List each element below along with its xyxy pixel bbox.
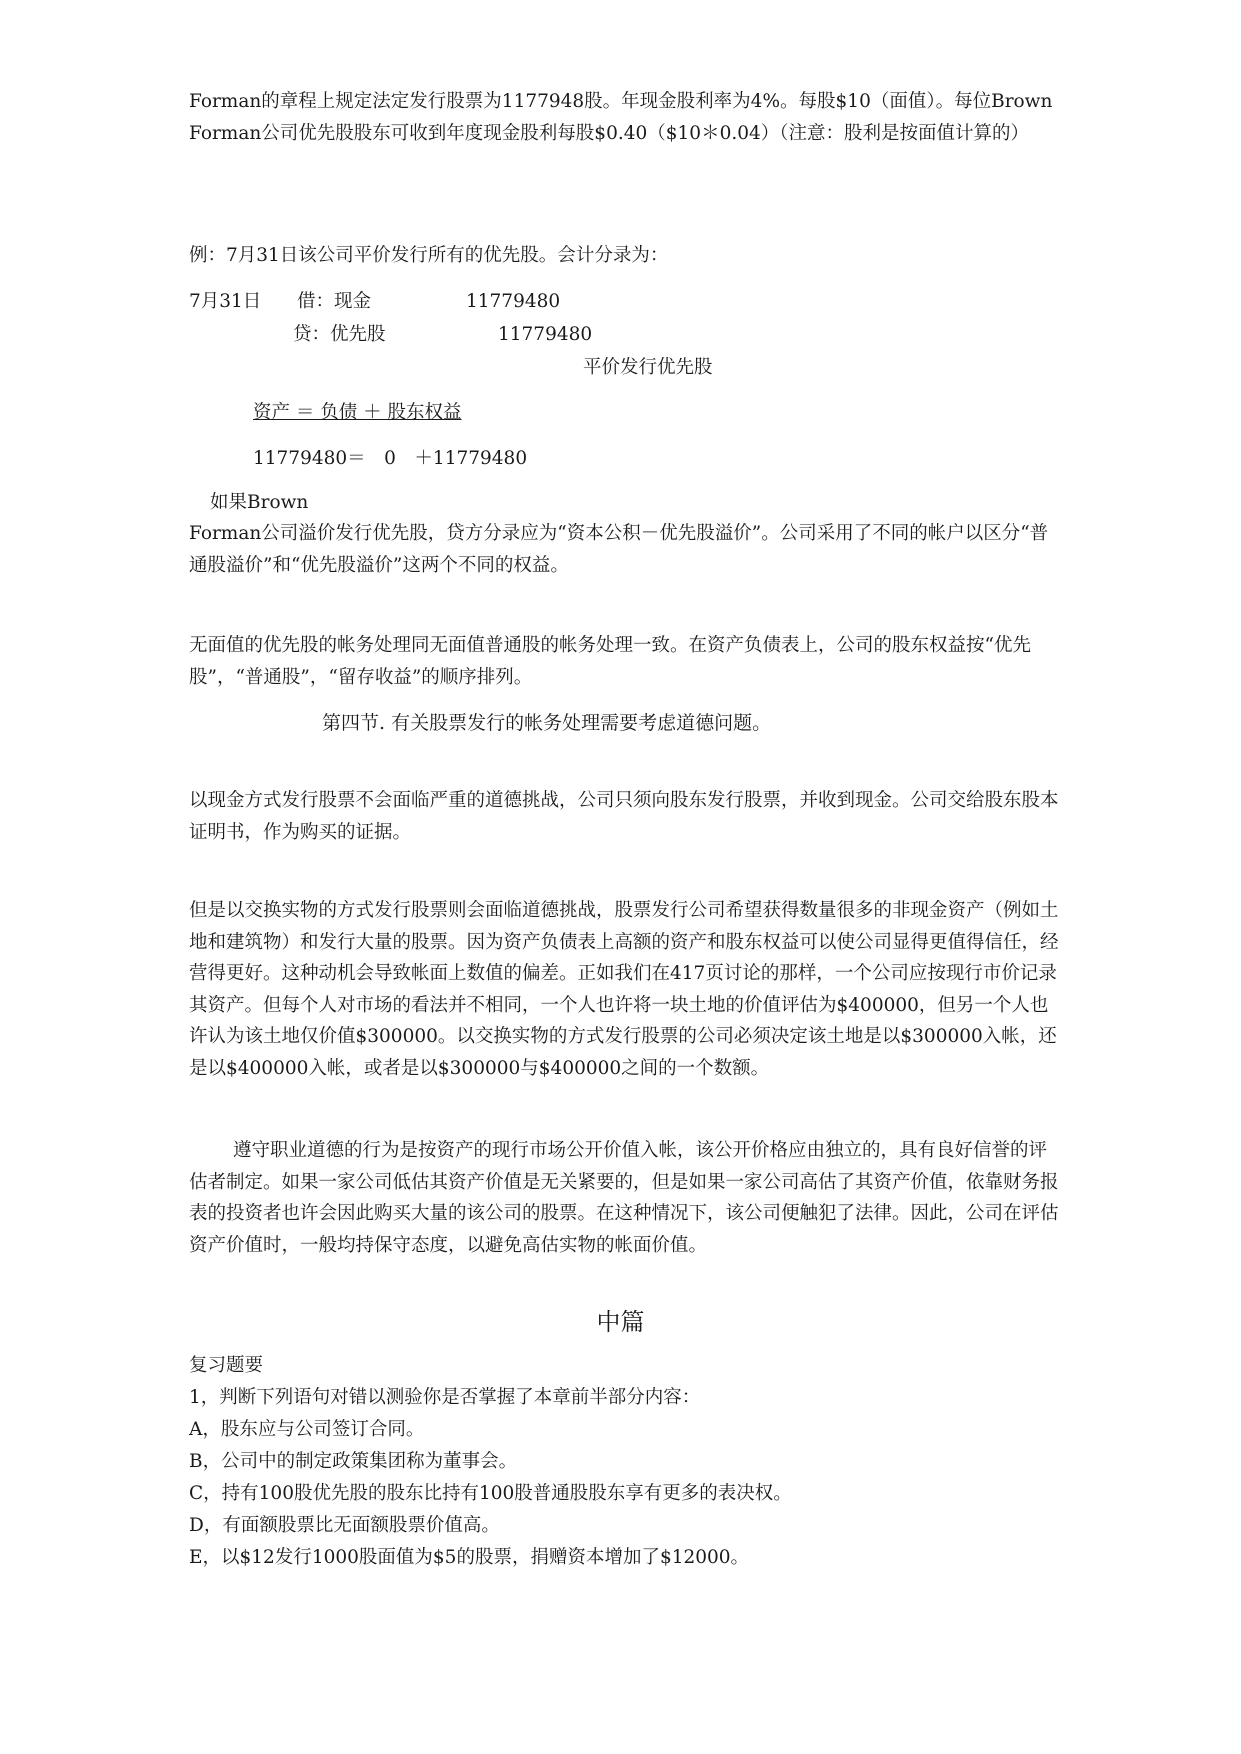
question-item: E，以$12发行1000股面值为$5的股票，捐赠资本增加了$12000。 [189,1547,750,1568]
question-item: B，公司中的制定政策集团称为董事会。 [189,1451,518,1472]
review-label: 复习题要 [189,1355,264,1376]
equation-values: 11779480＝ 0 ＋11779480 [253,448,528,469]
example-text: 例：7月31日该公司平价发行所有的优先股。会计分录为： [189,245,669,266]
question-item: D，有面额股票比无面额股票价值高。 [189,1515,500,1536]
middle-section-title: 中篇 [596,1308,645,1336]
premium-paragraph-start: 如果Brown [210,492,309,513]
cash-issue-paragraph: 以现金方式发行股票不会面临严重的道德挑战，公司只须向股东发行股票，并收到现金。公司交给股东股本证明书，作为购买的证据。 [189,790,1059,843]
intro-line-1: Forman的章程上规定法定发行股票为1177948股。年现金股利率为4%。每股$10（面值）。每位Brown [189,91,1053,112]
journal-credit-amount: 11779480 [498,324,593,345]
journal-credit-label: 贷：优先股 [293,324,386,345]
question-item: C，持有100股优先股的股东比持有100股普通股股东享有更多的表决权。 [189,1483,792,1504]
journal-debit-amount: 11779480 [466,291,561,312]
no-par-paragraph: 无面值的优先股的帐务处理同无面值普通股的帐务处理一致。在资产负债表上，公司的股东权益按“优先股”，“普通股”，“留存收益”的顺序排列。 [189,635,1031,688]
premium-paragraph: Forman公司溢价发行优先股，贷方分录应为“资本公积－优先股溢价”。公司采用了不同的帐户以区分“普通股溢价”和“优先股溢价”这两个不同的权益。 [189,523,1049,576]
equation-header: 资产 ＝ 负债 ＋ 股东权益 [253,402,462,423]
intro-line-2: Forman公司优先股股东可收到年度现金股利每股$0.40（$10＊0.04）（注意：股利是按面值计算的） [189,123,1030,144]
question-item: A，股东应与公司签订合同。 [189,1419,425,1440]
section-title: 第四节. 有关股票发行的帐务处理需要考虑道德问题。 [322,712,772,734]
noncash-issue-paragraph: 但是以交换实物的方式发行股票则会面临道德挑战，股票发行公司希望获得数量很多的非现金资产（例如土地和建筑物）和发行大量的股票。因为资产负债表上高额的资产和股东权益可以使公司显得更值得信任，经营得更好。这种动机会导致帐面上数值的偏差。正如我们在417页讨论的那样，一个公司应按现行市价记录其资产。但每个人对市场的看法并不相同，一个人也许将一块土地的价值评估为$400000，但另一个人也许认为该土地仅价值$300000。以交换实物的方式发行股票的公司必须决定该土地是以$300000入帐，还是以$400000入帐，或者是以$300000与$400000之间的一个数额。 [189,900,1059,1079]
journal-memo: 平价发行优先股 [583,357,713,378]
journal-debit-label: 借：现金 [297,291,372,312]
question-1: 1，判断下列语句对错以测验你是否掌握了本章前半部分内容： [189,1387,701,1408]
intro-paragraph [189,86,1059,150]
ethics-paragraph: 遵守职业道德的行为是按资产的现行市场公开价值入帐，该公开价格应由独立的，具有良好信誉的评估者制定。如果一家公司低估其资产价值是无关紧要的，但是如果一家公司高估了其资产价值，依靠财务报表的投资者也许会因此购买大量的该公司的股票。在这种情况下，该公司便触犯了法律。因此，公司在评估资产价值时，一般均持保守态度，以避免高估实物的帐面价值。 [189,1140,1059,1256]
journal-date: 7月31日 [189,291,262,312]
